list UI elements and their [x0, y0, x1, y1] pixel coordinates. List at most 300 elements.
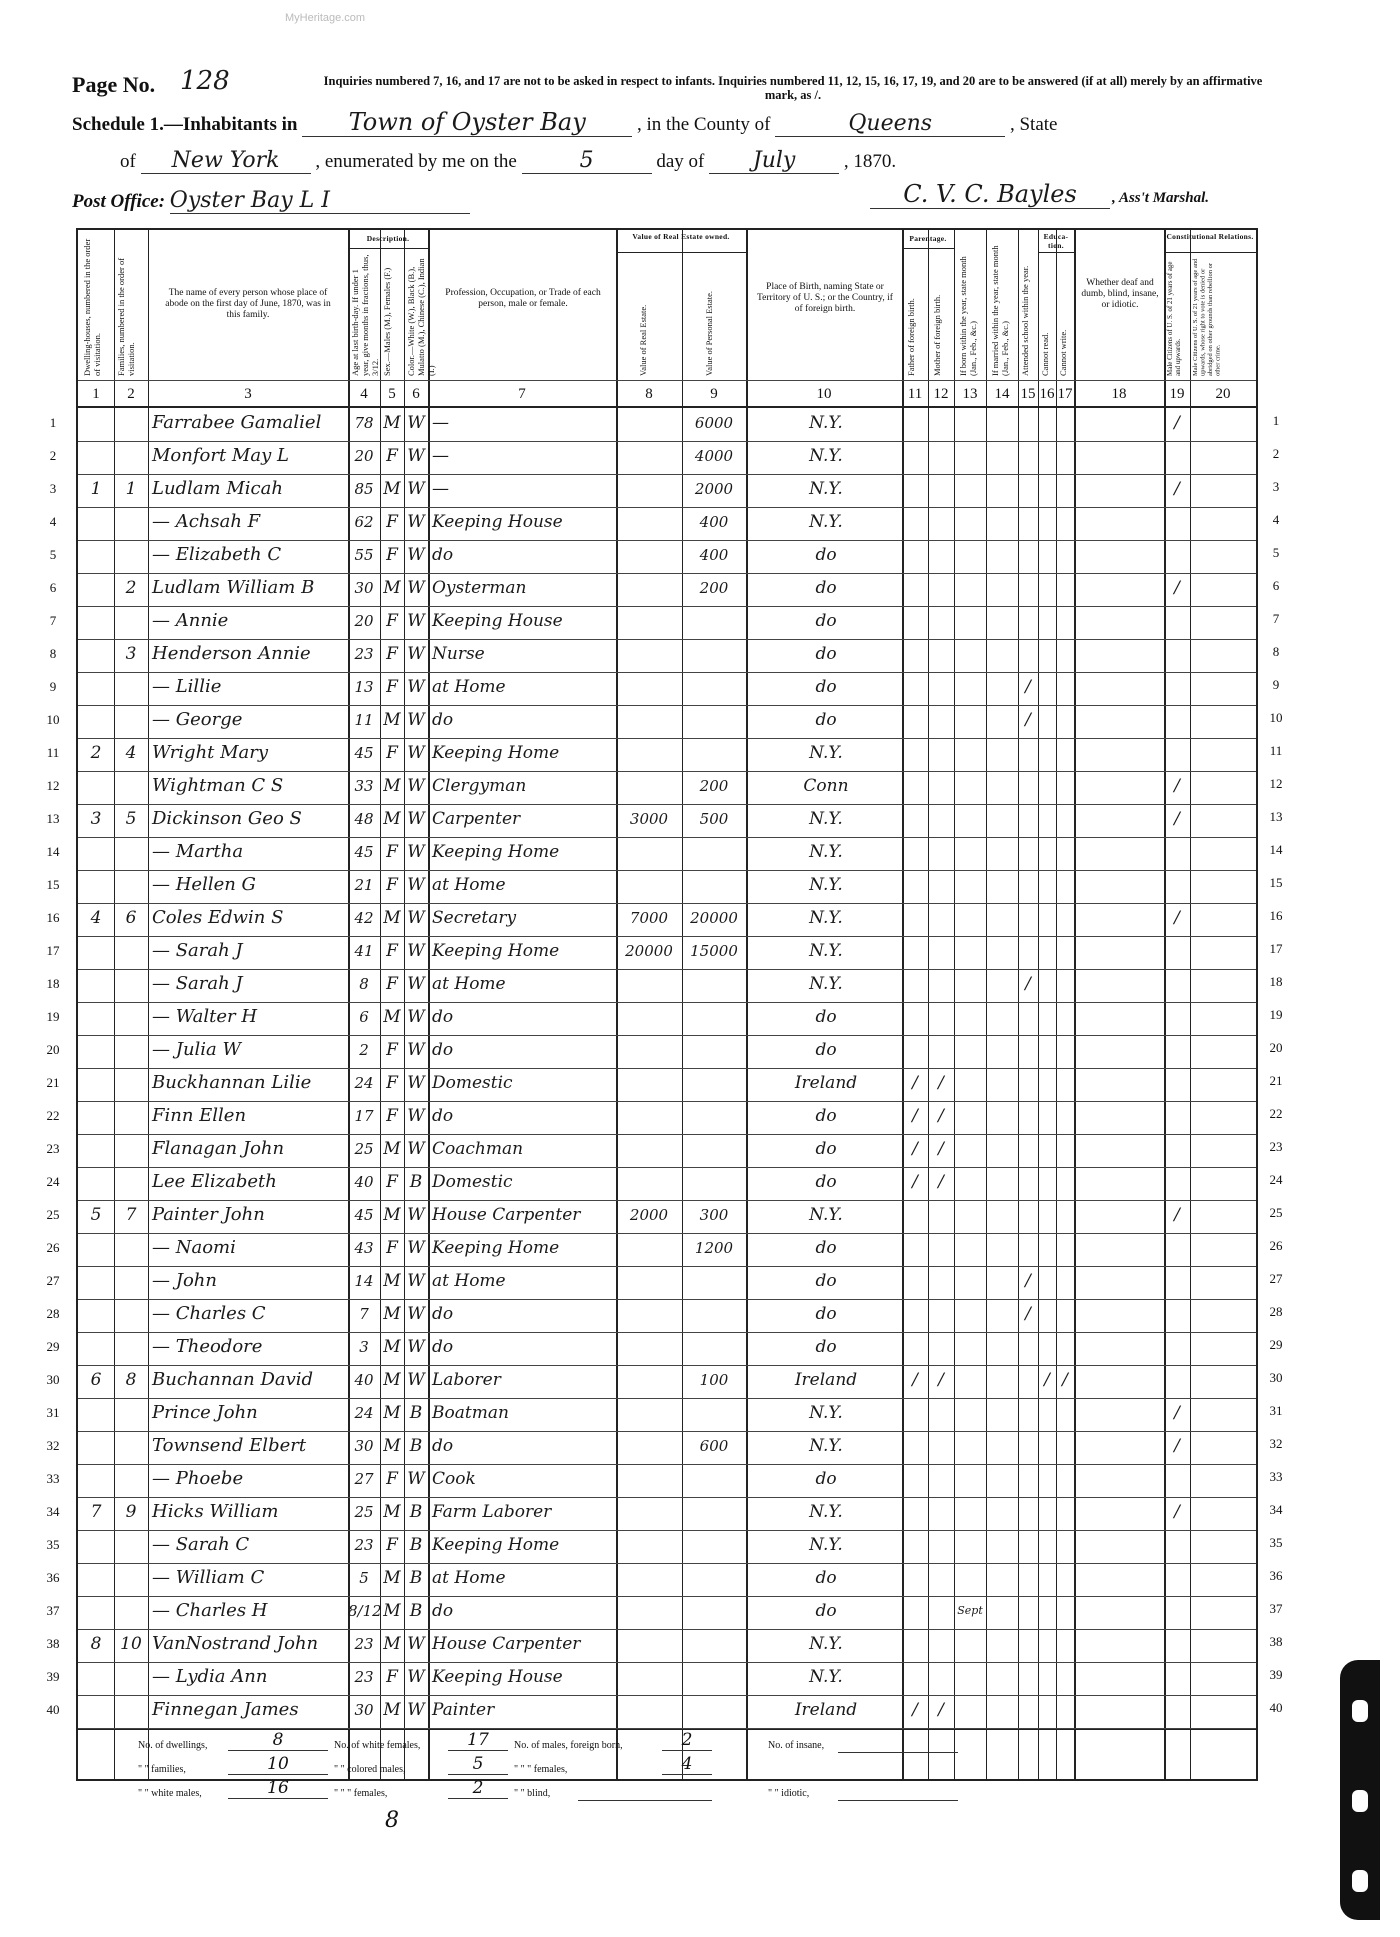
cell-sex: F	[386, 842, 398, 862]
row-number-right: 22	[1269, 1106, 1283, 1121]
cell-dw: 4	[90, 908, 102, 928]
dwellings-value: 8	[228, 1730, 328, 1751]
day-label: day of	[656, 151, 705, 172]
column-number: 16	[1039, 386, 1055, 402]
cell-sex: M	[383, 1007, 401, 1027]
row-number-right: 4	[1272, 512, 1280, 527]
cell-occ: Oysterman	[432, 578, 527, 598]
row-number-right: 11	[1269, 743, 1283, 758]
row-number: 27	[46, 1273, 60, 1288]
row-number: 11	[46, 745, 60, 760]
cell-color: W	[407, 908, 425, 928]
idiotic-label: " " idiotic,	[768, 1788, 810, 1799]
row-number: 32	[46, 1438, 60, 1453]
cell-occ: do	[432, 1337, 454, 1357]
cell-fam: 4	[125, 743, 137, 763]
cell-fo: /	[912, 1172, 918, 1192]
cell-birth: N.Y.	[809, 908, 843, 928]
cell-age: 33	[354, 777, 374, 795]
cell-sex: F	[386, 1667, 398, 1687]
cell-occ: House Carpenter	[432, 1634, 581, 1654]
cell-birth: do	[815, 677, 837, 697]
column-number: 19	[1169, 386, 1185, 402]
cell-occ: Keeping Home	[432, 1535, 560, 1555]
cell-occ: do	[432, 1601, 454, 1621]
cell-sex: M	[383, 413, 401, 433]
cell-name: — Sarah C	[152, 1534, 250, 1555]
post-office-value: Oyster Bay L I	[170, 188, 470, 214]
cell-sex: F	[386, 545, 398, 565]
cell-age: 8	[359, 975, 369, 993]
row-number: 2	[49, 448, 57, 463]
row-number-right: 19	[1269, 1007, 1283, 1022]
cell-color: B	[409, 1601, 423, 1621]
row-number: 33	[46, 1471, 60, 1486]
cell-birth: Ireland	[794, 1073, 858, 1093]
col-occupation-header: Profession, Occupation, or Trade of each person, male or female.	[445, 288, 601, 309]
row-number: 10	[46, 712, 60, 727]
cell-occ: Keeping Home	[432, 941, 560, 961]
cell-fam: 9	[125, 1502, 137, 1522]
cell-color: W	[407, 1370, 425, 1390]
group-value: Value of Real Estate owned.	[632, 232, 730, 241]
cell-c15: /	[1025, 1304, 1031, 1324]
column-number: 3	[244, 386, 252, 402]
row-number: 8	[49, 646, 57, 661]
cell-color: W	[407, 974, 425, 994]
cell-c15: /	[1025, 677, 1031, 697]
cell-fam: 10	[120, 1634, 142, 1654]
cell-name: Lee Elizabeth	[152, 1171, 277, 1192]
cell-birth: N.Y.	[809, 809, 843, 829]
cell-name: — William C	[152, 1567, 265, 1588]
white-males-label: " " white males,	[138, 1788, 202, 1799]
cell-color: B	[409, 1535, 423, 1555]
males-foreign-value: 2	[662, 1730, 712, 1751]
cell-age: 78	[354, 414, 374, 432]
row-number-right: 13	[1269, 809, 1283, 824]
cell-name: — George	[152, 709, 243, 730]
cell-occ: Keeping House	[432, 1667, 563, 1687]
column-number: 4	[360, 386, 368, 402]
cell-fam: 5	[125, 809, 137, 829]
cell-color: W	[407, 1007, 425, 1027]
cell-color: W	[407, 809, 425, 829]
cell-occ: Domestic	[432, 1073, 513, 1093]
blind-label: " " blind,	[514, 1788, 551, 1799]
row-number-right: 36	[1269, 1568, 1283, 1583]
row-number-right: 20	[1269, 1040, 1283, 1055]
column-number: 10	[816, 386, 832, 402]
cell-sex: M	[383, 710, 401, 730]
cell-age: 23	[354, 1668, 374, 1686]
cell-occ: —	[432, 413, 449, 433]
cell-c16: /	[1044, 1370, 1050, 1390]
cell-c19: /	[1174, 1436, 1180, 1456]
cell-age: 40	[354, 1371, 374, 1389]
row-number-right: 9	[1272, 677, 1280, 692]
cell-fam: 1	[125, 479, 137, 499]
cell-color: W	[407, 1271, 425, 1291]
cell-fo: /	[912, 1106, 918, 1126]
cell-age: 25	[354, 1140, 374, 1158]
row-number-right: 26	[1269, 1238, 1283, 1253]
white-females-label: No. of white females,	[334, 1740, 421, 1751]
row-number-right: 7	[1272, 611, 1280, 626]
cell-name: — Hellen G	[152, 874, 256, 895]
cell-dw: 3	[90, 809, 102, 829]
col-mother-foreign-header: Mother of foreign birth.	[932, 294, 942, 376]
county-label: , in the County of	[636, 114, 771, 135]
cell-name: — Martha	[152, 841, 244, 862]
cell-sex: F	[386, 1073, 398, 1093]
cell-color: B	[409, 1568, 423, 1588]
row-number: 30	[46, 1372, 60, 1387]
row-number-right: 1	[1272, 413, 1280, 428]
row-number: 12	[46, 778, 60, 793]
col-family-header: Families, numbered in the order of visitation.	[116, 257, 136, 376]
inquiries-note: Inquiries numbered 7, 16, and 17 are not to be asked in respect to infants. Inquiries numbered 11, 12, 15, 16, 17, 19, and 20 are to be answered (if at all) merely by an affirmative mark, as /.	[323, 74, 1263, 102]
cell-c19: /	[1174, 776, 1180, 796]
cell-birth: N.Y.	[809, 413, 843, 433]
cell-occ: at Home	[432, 875, 506, 895]
cell-age: 20	[354, 447, 374, 465]
marshal-label: , Ass't Marshal.	[1112, 190, 1209, 206]
cell-c13: Sept	[957, 1604, 983, 1617]
cell-age: 3	[359, 1338, 369, 1356]
of-label: of	[120, 151, 136, 172]
col-disability-header: Whether deaf and dumb, blind, insane, or idiotic.	[1081, 278, 1159, 310]
year-label: , 1870.	[843, 151, 897, 172]
row-number-right: 14	[1269, 842, 1283, 857]
column-number: 8	[645, 386, 653, 402]
cell-mo: /	[938, 1073, 944, 1093]
marshal-signature: C. V. C. Bayles	[870, 180, 1110, 209]
cell-age: 6	[359, 1008, 369, 1026]
cell-birth: N.Y.	[809, 743, 843, 763]
cell-name: — Achsah F	[152, 511, 261, 532]
cell-pe: 200	[699, 579, 729, 597]
cell-color: W	[407, 710, 425, 730]
enumerated-label: , enumerated by me on the	[315, 151, 517, 172]
cell-color: B	[409, 1502, 423, 1522]
cell-sex: F	[386, 1106, 398, 1126]
colored-males-label: " " colored males,	[334, 1764, 406, 1775]
cell-birth: do	[815, 578, 837, 598]
cell-occ: Keeping Home	[432, 842, 560, 862]
row-number: 38	[46, 1636, 60, 1651]
cell-color: W	[407, 1238, 425, 1258]
row-number-right: 24	[1269, 1172, 1283, 1187]
col-attended-school-header: Attended school within the year.	[1020, 265, 1030, 376]
row-number-right: 39	[1269, 1667, 1283, 1682]
cell-re: 7000	[629, 909, 669, 927]
cell-color: W	[407, 875, 425, 895]
post-office-label: Post Office:	[72, 191, 166, 212]
cell-age: 25	[354, 1503, 374, 1521]
row-number-right: 12	[1269, 776, 1283, 791]
row-number-right: 8	[1272, 644, 1280, 659]
row-number: 23	[46, 1141, 60, 1156]
cell-birth: do	[815, 1601, 837, 1621]
cell-sex: M	[383, 1601, 401, 1621]
colored-females-value: 2	[448, 1778, 508, 1799]
cell-color: W	[407, 446, 425, 466]
cell-birth: N.Y.	[809, 446, 843, 466]
cell-occ: do	[432, 1040, 454, 1060]
cell-age: 30	[354, 579, 374, 597]
white-females-value: 17	[448, 1730, 508, 1751]
cell-pe: 1200	[694, 1239, 734, 1257]
cell-age: 5	[359, 1569, 369, 1587]
column-number: 14	[994, 386, 1010, 402]
cell-age: 48	[354, 810, 374, 828]
cell-occ: Boatman	[432, 1403, 509, 1423]
cell-birth: do	[815, 1238, 837, 1258]
cell-pe: 500	[699, 810, 729, 828]
cell-fam: 7	[125, 1205, 137, 1225]
cell-c19: /	[1174, 413, 1180, 433]
row-number: 21	[46, 1075, 60, 1090]
row-number: 1	[49, 415, 57, 430]
state-label: , State	[1009, 114, 1058, 135]
cell-pe: 400	[699, 546, 729, 564]
cell-mo: /	[938, 1106, 944, 1126]
cell-age: 40	[354, 1173, 374, 1191]
cell-c17: /	[1062, 1370, 1068, 1390]
cell-birth: Ireland	[794, 1700, 858, 1720]
town-value: Town of Oyster Bay	[302, 108, 632, 137]
cell-fo: /	[912, 1139, 918, 1159]
cell-sex: F	[386, 1040, 398, 1060]
column-number: 6	[412, 386, 420, 402]
row-number-right: 37	[1269, 1601, 1283, 1616]
cell-occ: at Home	[432, 1568, 506, 1588]
families-label: " " families,	[138, 1764, 186, 1775]
cell-occ: Carpenter	[432, 809, 521, 829]
cell-occ: —	[432, 479, 449, 499]
cell-occ: Keeping House	[432, 611, 563, 631]
row-number: 26	[46, 1240, 60, 1255]
month-value: July	[709, 148, 839, 174]
cell-birth: do	[815, 644, 837, 664]
cell-sex: M	[383, 809, 401, 829]
cell-name: Henderson Annie	[152, 643, 311, 664]
cell-birth: do	[815, 611, 837, 631]
cell-pe: 100	[699, 1371, 729, 1389]
families-value: 10	[228, 1754, 328, 1775]
cell-sex: F	[386, 644, 398, 664]
cell-sex: M	[383, 1436, 401, 1456]
cell-sex: F	[386, 611, 398, 631]
cell-sex: F	[386, 512, 398, 532]
cell-c15: /	[1025, 710, 1031, 730]
cell-sex: F	[386, 446, 398, 466]
cell-sex: F	[386, 677, 398, 697]
cell-color: B	[409, 1436, 423, 1456]
column-number: 5	[388, 386, 396, 402]
cell-color: W	[407, 842, 425, 862]
row-number-right: 3	[1272, 479, 1280, 494]
cell-age: 13	[354, 678, 374, 696]
row-number: 16	[46, 910, 60, 925]
cell-name: — Julia W	[152, 1039, 241, 1060]
row-number: 22	[46, 1108, 60, 1123]
cell-birth: N.Y.	[809, 1667, 843, 1687]
cell-color: W	[407, 512, 425, 532]
county-value: Queens	[775, 111, 1005, 137]
cell-age: 21	[354, 876, 374, 894]
cell-pe: 20000	[690, 909, 738, 927]
row-number-right: 17	[1269, 941, 1283, 956]
cell-age: 27	[354, 1470, 374, 1488]
cell-age: 55	[354, 546, 374, 564]
cell-color: W	[407, 545, 425, 565]
census-table	[46, 228, 1258, 1799]
cell-name: Finn Ellen	[152, 1105, 247, 1126]
cell-age: 30	[354, 1701, 374, 1719]
row-number: 14	[46, 844, 60, 859]
cell-color: B	[409, 1172, 423, 1192]
enumeration-line	[120, 148, 896, 174]
cell-age: 42	[354, 909, 374, 927]
cell-color: W	[407, 941, 425, 961]
cell-sex: M	[383, 1403, 401, 1423]
cell-name: Coles Edwin S	[152, 907, 284, 928]
cell-name: — Walter H	[152, 1006, 258, 1027]
col-male-citizens-header: Male Citizens of U. S. of 21 years of age and upwards.	[1166, 261, 1182, 376]
cell-name: — Charles C	[152, 1303, 266, 1324]
cell-name: Dickinson Geo S	[152, 808, 302, 829]
cell-dw: 7	[90, 1502, 102, 1522]
column-number: 17	[1057, 386, 1073, 402]
cell-fam: 6	[125, 908, 137, 928]
cell-occ: House Carpenter	[432, 1205, 581, 1225]
cell-name: Flanagan John	[152, 1138, 285, 1159]
cell-c19: /	[1174, 1502, 1180, 1522]
row-number: 28	[46, 1306, 60, 1321]
insane-label: No. of insane,	[768, 1740, 825, 1751]
row-number: 6	[49, 580, 57, 595]
cell-color: W	[407, 413, 425, 433]
cell-name: — Theodore	[152, 1336, 263, 1357]
cell-occ: do	[432, 1007, 454, 1027]
cell-birth: Ireland	[794, 1370, 858, 1390]
cell-name: Wright Mary	[152, 742, 269, 763]
row-number: 20	[46, 1042, 60, 1057]
row-number-right: 2	[1272, 446, 1280, 461]
cell-name: — Annie	[152, 610, 229, 631]
row-number-right: 34	[1269, 1502, 1283, 1517]
cell-fam: 2	[125, 578, 137, 598]
cell-dw: 8	[90, 1634, 102, 1654]
cell-mo: /	[938, 1172, 944, 1192]
cell-fo: /	[912, 1073, 918, 1093]
cell-birth: do	[815, 1304, 837, 1324]
cell-age: 45	[354, 744, 374, 762]
row-number: 4	[49, 514, 57, 529]
cell-sex: M	[383, 776, 401, 796]
cell-birth: do	[815, 1271, 837, 1291]
watermark: MyHeritage.com	[285, 12, 366, 24]
cell-sex: M	[383, 1304, 401, 1324]
cell-sex: M	[383, 1205, 401, 1225]
cell-name: — Phoebe	[152, 1468, 244, 1489]
cell-sex: M	[383, 1502, 401, 1522]
cell-birth: N.Y.	[809, 1403, 843, 1423]
col-born-within-year-header: If born within the year, state month (Jan., Feb., &c.)	[958, 256, 978, 376]
column-number: 9	[710, 386, 718, 402]
cell-color: W	[407, 776, 425, 796]
cell-sex: F	[386, 941, 398, 961]
cell-birth: N.Y.	[809, 974, 843, 994]
cell-pe: 4000	[694, 447, 734, 465]
cell-pe: 6000	[694, 414, 734, 432]
cell-sex: M	[383, 479, 401, 499]
cell-sex: M	[383, 1337, 401, 1357]
row-number-right: 18	[1269, 974, 1283, 989]
row-number-right: 29	[1269, 1337, 1283, 1352]
cell-occ: Coachman	[432, 1139, 524, 1159]
col-married-within-year-header: If married within the year, state month (Jan., Feb., &c.)	[990, 245, 1010, 376]
cell-occ: Keeping Home	[432, 743, 560, 763]
cell-color: W	[407, 1337, 425, 1357]
row-number: 5	[49, 547, 57, 562]
cell-name: Ludlam William B	[152, 577, 315, 598]
row-number-right: 38	[1269, 1634, 1283, 1649]
column-number: 1	[92, 386, 100, 402]
row-number: 40	[46, 1702, 60, 1717]
cell-age: 85	[354, 480, 374, 498]
cell-name: — John	[152, 1270, 217, 1291]
cell-occ: Secretary	[432, 908, 517, 928]
column-number: 13	[962, 386, 978, 402]
females-foreign-value: 4	[662, 1754, 712, 1775]
cell-birth: N.Y.	[809, 1535, 843, 1555]
cell-fo: /	[912, 1700, 918, 1720]
binding-hole	[1352, 1700, 1368, 1722]
cell-birth: N.Y.	[809, 1205, 843, 1225]
cell-birth: N.Y.	[809, 512, 843, 532]
cell-dw: 1	[90, 479, 102, 499]
cell-birth: do	[815, 1007, 837, 1027]
colored-males-value: 5	[448, 1754, 508, 1775]
row-number-right: 15	[1269, 875, 1283, 890]
group-education: Educa- tion.	[1043, 232, 1069, 250]
cell-color: W	[407, 1469, 425, 1489]
cell-birth: N.Y.	[809, 1502, 843, 1522]
cell-age: 45	[354, 1206, 374, 1224]
schedule-line	[72, 108, 1057, 137]
cell-name: Wightman C S	[152, 775, 284, 796]
row-number: 34	[46, 1504, 60, 1519]
cell-c19: /	[1174, 908, 1180, 928]
cell-name: VanNostrand John	[152, 1633, 319, 1654]
cell-sex: M	[383, 1271, 401, 1291]
cell-color: W	[407, 1634, 425, 1654]
dwellings-label: No. of dwellings,	[138, 1740, 208, 1751]
col-cannot-read-header: Cannot read.	[1040, 332, 1050, 376]
row-number-right: 23	[1269, 1139, 1283, 1154]
cell-c19: /	[1174, 479, 1180, 499]
bottom-mark: 8	[385, 1808, 399, 1833]
cell-name: — Elizabeth C	[152, 544, 282, 565]
group-description: Description.	[366, 234, 410, 243]
cell-color: W	[407, 1667, 425, 1687]
cell-birth: N.Y.	[809, 875, 843, 895]
col-dwelling-header: Dwelling-houses, numbered in the order of visitation.	[82, 238, 102, 376]
cell-pe: 15000	[690, 942, 738, 960]
